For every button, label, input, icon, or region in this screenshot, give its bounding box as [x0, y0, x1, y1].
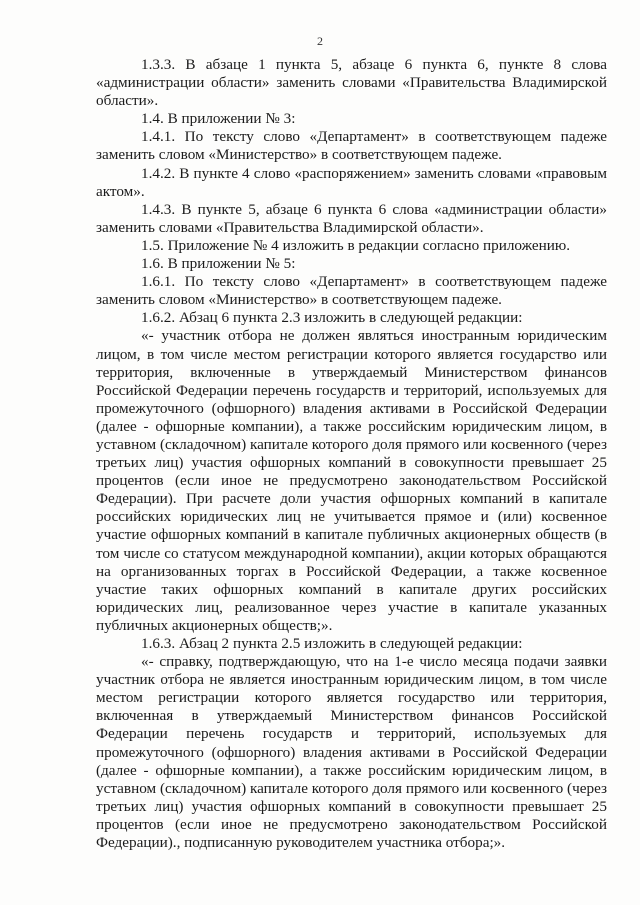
paragraph-1-6: 1.6. В приложении № 5: [141, 255, 296, 273]
paragraph-1-4-2: 1.4.2. В пункте 4 слово «распоряжением» заменить словами «правовым актом». [96, 164, 607, 200]
paragraph-1-4-3: 1.4.3. В пункте 5, абзаце 6 пункта 6 слова «администрации области» заменить словами «Правительства Владимирской области». [96, 200, 607, 236]
paragraph-1-4-1: 1.4.1. По тексту слово «Департамент» в соответствующем падеже заменить словом «Министерство» в соответствующем падеже. [96, 128, 607, 164]
quoted-text-offshore-participant: «- участник отбора не должен являться иностранным юридическим лицом, в том числе местом регистрации которого является государство или территория, включенные в утверждаемый Министерством финансов Российской Федерации перечень государств и территорий, используемых для промежуточного (офшорного) владения активами в Российской Федерации (далее - офшорные компании), а также российским юридическим лицом, в уставном (складочном) капитале которого доля прямого или косвенного (через третьих лиц) участия офшорных компаний в совокупности превышает 25 процентов (если иное не предусмотрено законодательством Российской Федерации). При расчете доли участия офшорных компаний в капитале российских юридических лиц не учитывается прямое и (или) косвенное участие офшорных компаний в капитале публичных акционерных обществ (в том числе со статусом международной компании), акции которых обращаются на организованных торгах в Российской Федерации, а также косвенное участие таких офшорных компаний в капитале других российских юридических лиц, реализованное через участие в капитале указанных публичных акционерных обществ;». [96, 327, 607, 634]
paragraph-1-3-3: 1.3.3. В абзаце 1 пункта 5, абзаце 6 пункта 6, пункте 8 слова «администрации области» заменить словами «Правительства Владимирской области». [96, 56, 607, 110]
paragraph-1-6-3: 1.6.3. Абзац 2 пункта 2.5 изложить в следующей редакции: [141, 635, 523, 652]
quoted-text-certificate: «- справку, подтверждающую, что на 1-е число месяца подачи заявки участник отбора не является иностранным юридическим лицом, в том числе местом регистрации которого является государство или территория, включенная в утверждаемый Министерством финансов Российской Федерации перечень государств и территорий, используемых для промежуточного (офшорного) владения активами в Российской Федерации (далее - офшорные компании), а также российским юридическим лицом, в уставном (складочном) капитале которого доля прямого или косвенного (через третьих лиц) участия офшорных компаний в совокупности превышает 25 процентов (если иное не предусмотрено законодательством Российской Федерации)., подписанную руководителем участника отбора;». [96, 653, 607, 852]
paragraph-1-6-1: 1.6.1. По тексту слово «Департамент» в соответствующем падеже заменить словом «Министерство» в соответствующем падеже. [96, 273, 607, 309]
page-number: 2 [317, 34, 323, 48]
paragraph-1-5: 1.5. Приложение № 4 изложить в редакции согласно приложению. [141, 236, 571, 254]
paragraph-1-4: 1.4. В приложении № 3: [141, 110, 296, 128]
document-body [96, 56, 607, 852]
paragraph-1-6-2: 1.6.2. Абзац 6 пункта 2.3 изложить в следующей редакции: [141, 309, 523, 327]
